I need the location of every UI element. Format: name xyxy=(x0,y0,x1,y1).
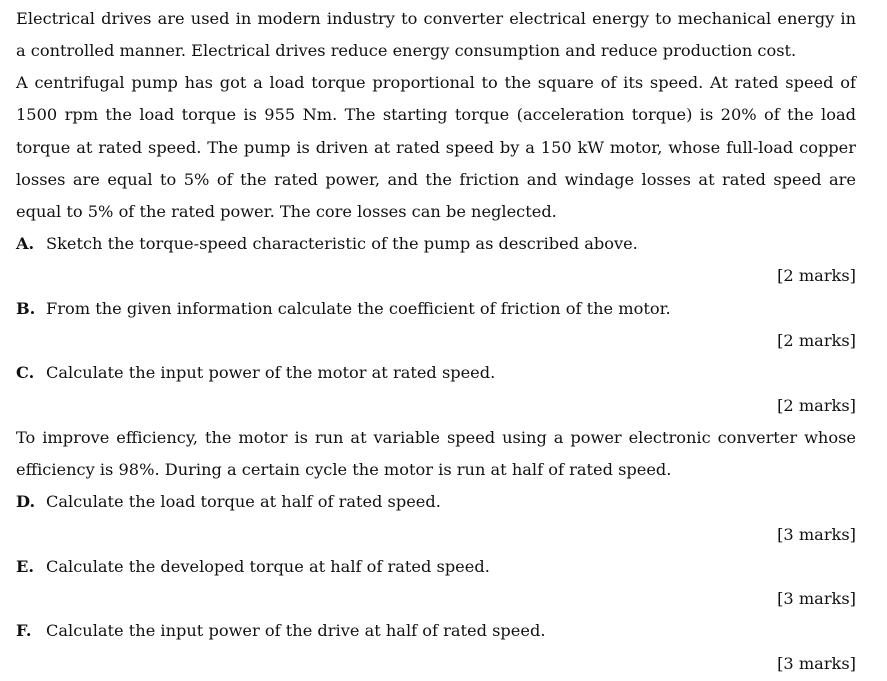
question-f xyxy=(16,615,856,647)
question-b-letter: B. xyxy=(16,299,36,318)
question-c-text: Calculate the input power of the motor at rated speed. xyxy=(46,363,496,382)
question-e-text: Calculate the developed torque at half of rated speed. xyxy=(46,557,490,576)
question-d-marks: [3 marks] xyxy=(777,525,856,544)
question-d-letter: D. xyxy=(16,492,36,511)
question-b xyxy=(16,293,856,325)
question-c-marks: [2 marks] xyxy=(777,396,856,415)
question-f-text: Calculate the input power of the drive at half of rated speed. xyxy=(46,621,546,640)
question-d-text: Calculate the load torque at half of rated speed. xyxy=(46,492,441,511)
question-a xyxy=(16,228,856,260)
question-c xyxy=(16,357,856,389)
question-e xyxy=(16,551,856,583)
question-f-letter: F. xyxy=(16,621,32,640)
question-d xyxy=(16,486,856,518)
question-a-marks: [2 marks] xyxy=(777,266,856,285)
question-a-letter: A. xyxy=(16,234,35,253)
question-a-text: Sketch the torque-speed characteristic of the pump as described above. xyxy=(46,234,638,253)
question-e-letter: E. xyxy=(16,557,34,576)
efficiency-paragraph: To improve efficiency, the motor is run at variable speed using a power electronic converter whose efficiency is 98%. During a certain cycle the motor is run at half of rated speed. xyxy=(16,428,856,480)
question-f-marks: [3 marks] xyxy=(777,654,856,673)
question-b-text: From the given information calculate the coefficient of friction of the motor. xyxy=(46,299,671,318)
question-e-marks: [3 marks] xyxy=(777,589,856,608)
question-c-letter: C. xyxy=(16,363,35,382)
scenario-paragraph: A centrifugal pump has got a load torque proportional to the square of its speed. At rated speed of 1500 rpm the load torque is 955 Nm. The starting torque (acceleration torque) is 20% of the load torque at rated speed. The pump is driven at rated speed by a 150 kW motor, whose full-load copper losses are equal to 5% of the rated power, and the friction and windage losses at rated speed are equal to 5% of the rated power. The core losses can be neglected. xyxy=(16,73,856,222)
intro-paragraph: Electrical drives are used in modern industry to converter electrical energy to mechanical energy in a controlled manner. Electrical drives reduce energy consumption and reduce production cost. xyxy=(16,9,856,61)
question-b-marks: [2 marks] xyxy=(777,331,856,350)
